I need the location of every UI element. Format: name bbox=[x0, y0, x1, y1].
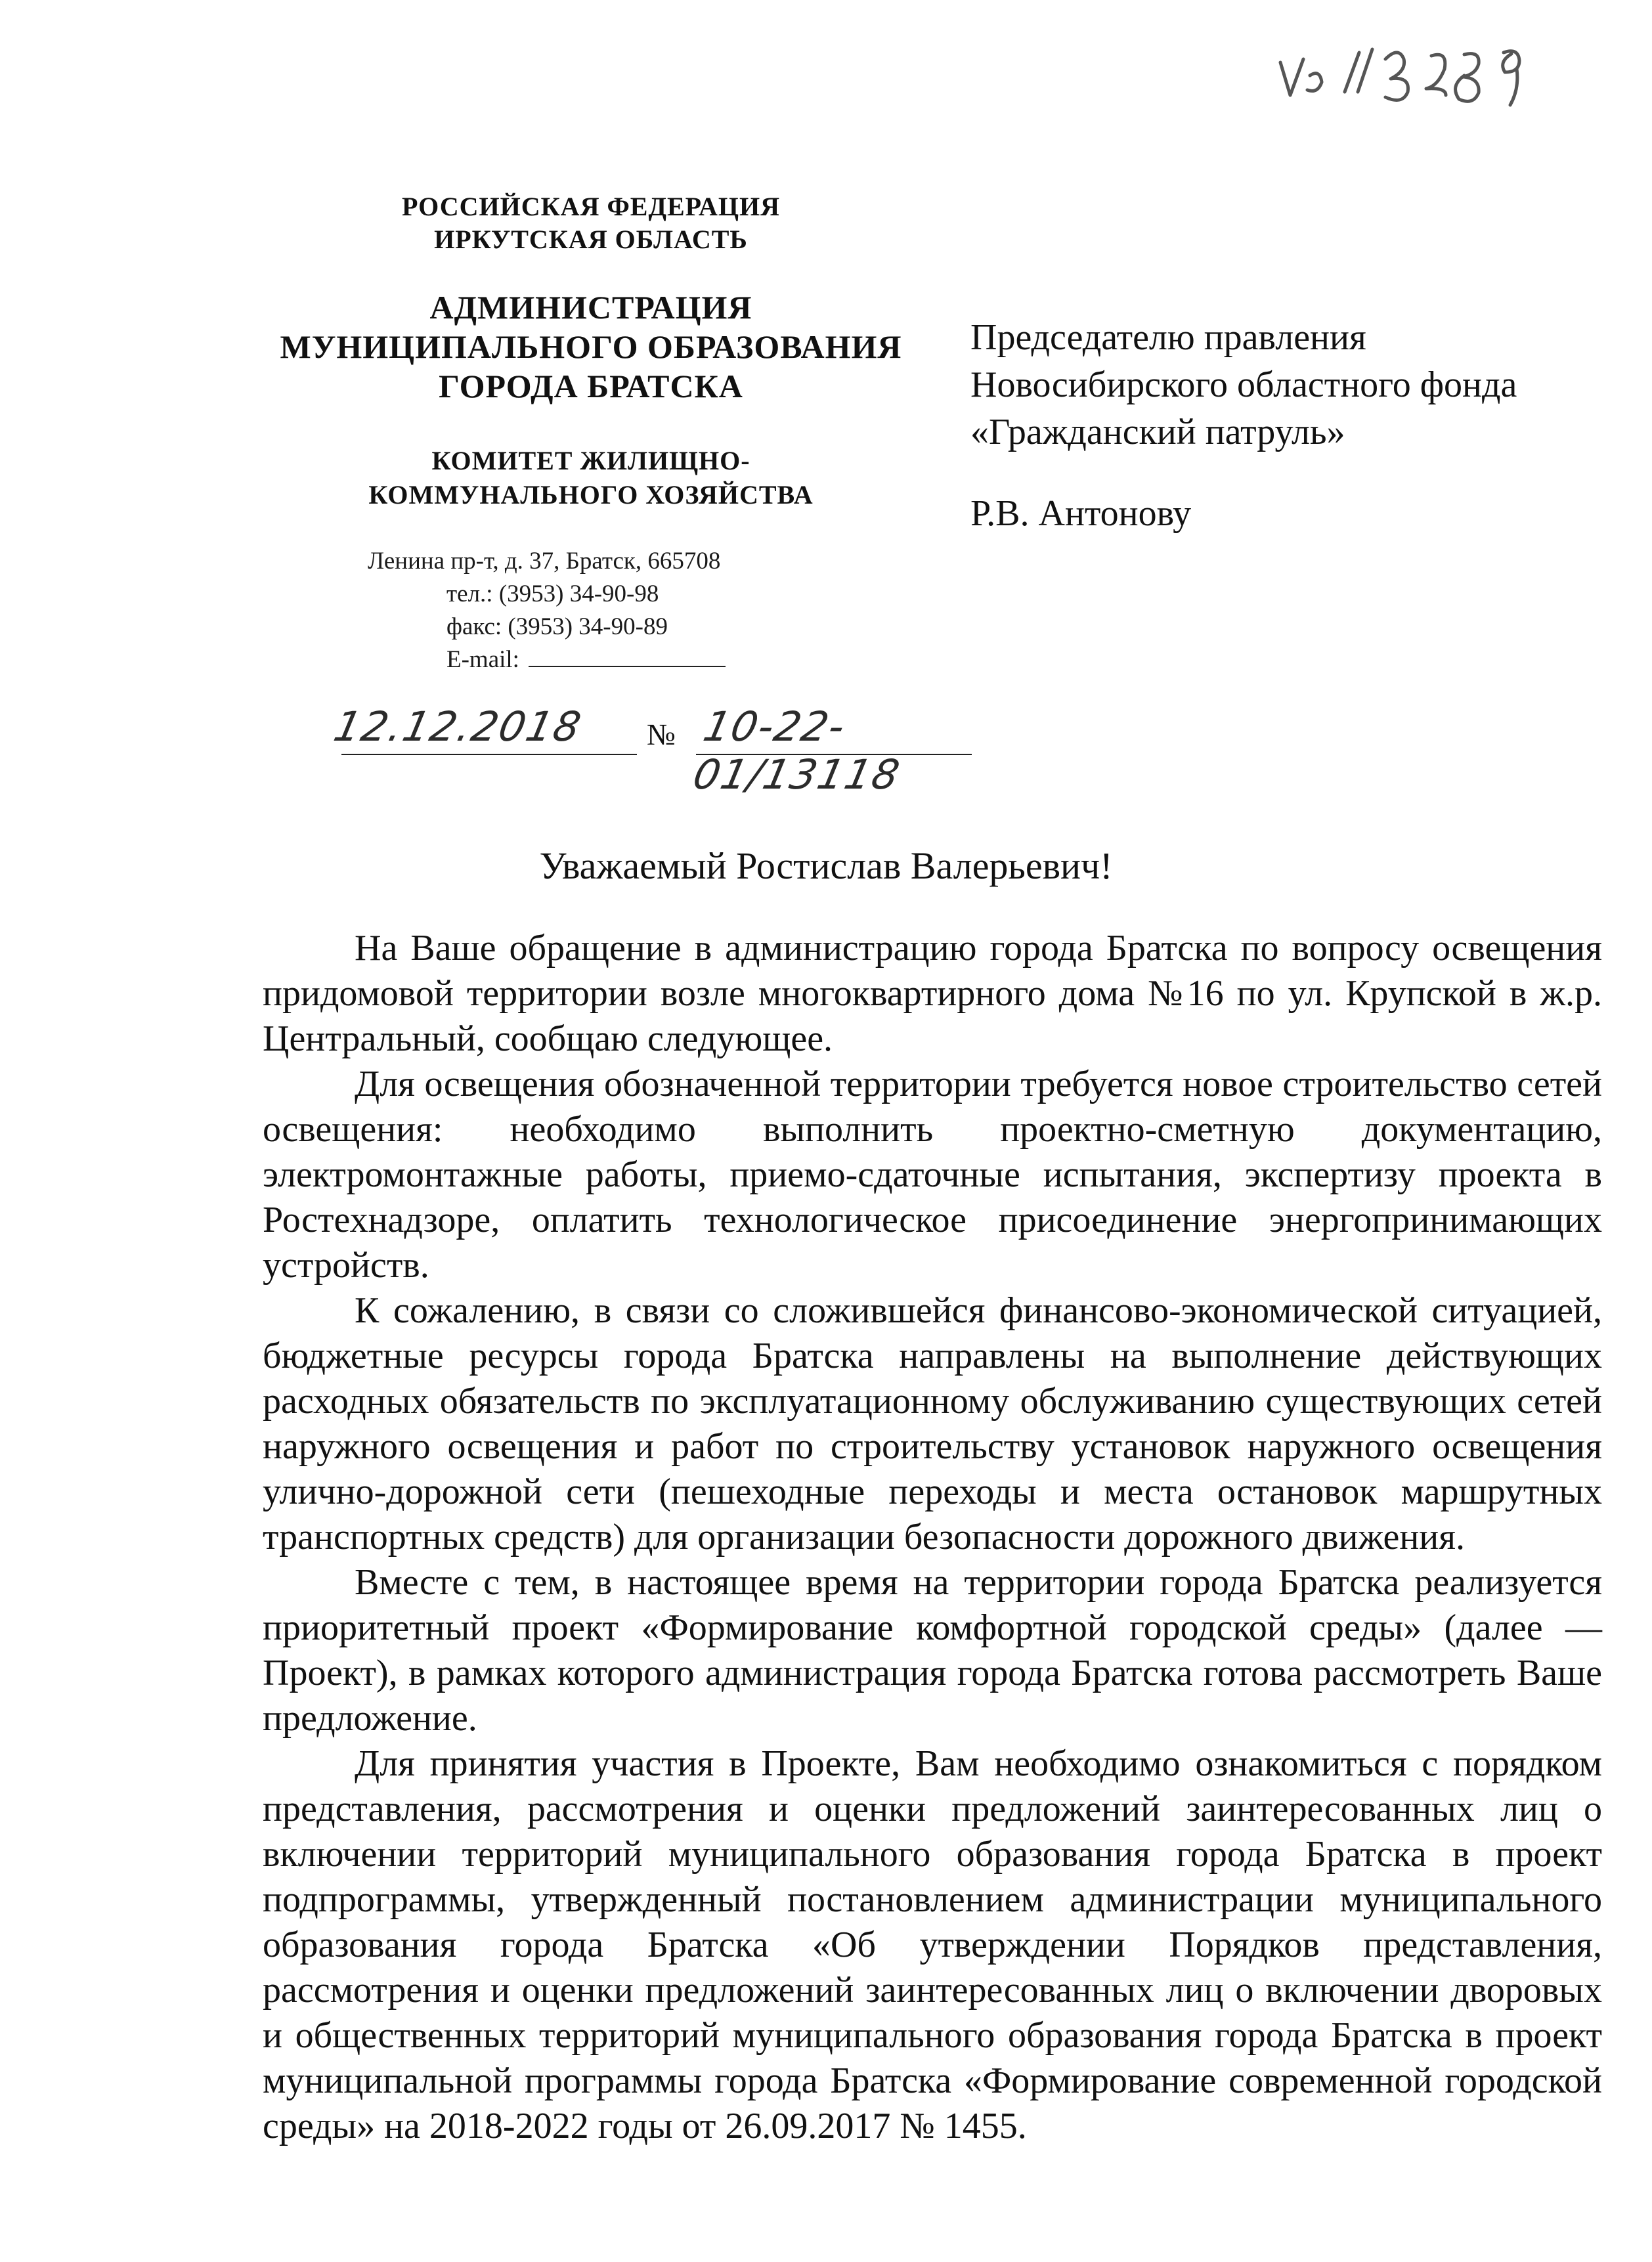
body-paragraph: Вместе с тем, в настоящее время на территории города Братска реализуется приоритетный проект «Формирование комфортной городской среды» (далее — Проект), в рамках которого администрация города Братска готова рассмотреть Ваше предложение. bbox=[263, 1562, 1602, 1739]
outgoing-date-handwritten: 12.12.2018 bbox=[330, 703, 586, 750]
body-paragraph: К сожалению, в связи со сложившейся финансово-экономической ситуацией, бюджетные ресурсы города Братска направлены на выполнение действующих расходных обязательств по эксплуатационному обслуживанию существующих сетей наружного освещения и работ по строительству установок наружного освещения улично-дорожной сети (пешеходные переходы и места остановок маршрутных транспортных средств) для организации безопасности дорожного движения. bbox=[263, 1290, 1602, 1557]
body-paragraph: На Ваше обращение в администрацию города Братска по вопросу освещения придомовой территории возле многоквартирного дома №16 по ул. Крупской в ж.р. Центральный, сообщаю следующее. bbox=[263, 928, 1602, 1059]
body-paragraph: Для принятия участия в Проекте, Вам необходимо ознакомиться с порядком представления, рассмотрения и оценки предложений заинтересованных лиц о включении территорий муниципального образования города Братска в проект подпрограммы, утвержденный постановлением администрации муниципального образования города Братска «Об утверждении Порядков представления, рассмотрения и оценки предложений заинтересованных лиц о включении дворовых и общественных территорий муниципального образования города Братска в проект муниципальной программы города Братска «Формирование современной городской среды» на 2018-2022 годы от 26.09.2017 № 1455. bbox=[263, 1743, 1602, 2146]
contact-address: Ленина пр-т, д. 37, Братск, 665708 bbox=[368, 548, 721, 575]
recipient-line3: «Гражданский патруль» bbox=[970, 412, 1345, 452]
recipient-name: Р.В. Антонову bbox=[970, 493, 1192, 534]
contact-email-label: E-mail: bbox=[446, 646, 519, 673]
contact-phone: тел.: (3953) 34-90-98 bbox=[446, 580, 659, 607]
recipient-line1: Председателю правления bbox=[970, 317, 1366, 358]
issuer-admin-line3: ГОРОДА БРАТСКА bbox=[439, 368, 743, 404]
issuer-country: РОССИЙСКАЯ ФЕДЕРАЦИЯ bbox=[401, 192, 780, 221]
issuer-admin-line2: МУНИЦИПАЛЬНОГО ОБРАЗОВАНИЯ bbox=[280, 328, 902, 365]
contact-email bbox=[368, 643, 827, 676]
issuer-admin-line1: АДМИНИСТРАЦИЯ bbox=[429, 289, 752, 326]
recipient-line2: Новосибирского областного фонда bbox=[970, 364, 1517, 405]
outgoing-number-handwritten: 10-22-01/13118 bbox=[689, 703, 905, 798]
issuer-region: ИРКУТСКАЯ ОБЛАСТЬ bbox=[434, 225, 748, 254]
email-blank-line bbox=[529, 646, 726, 667]
outgoing-number-line bbox=[696, 754, 972, 755]
recipient-block bbox=[970, 314, 1601, 537]
outgoing-registration bbox=[315, 696, 1037, 798]
issuer-contacts bbox=[368, 545, 827, 676]
salutation: Уважаемый Ростислав Валерьевич! bbox=[539, 844, 1113, 887]
outgoing-date-line bbox=[341, 754, 637, 755]
registration-handwritten-mark bbox=[1267, 30, 1543, 115]
contact-fax: факс: (3953) 34-90-89 bbox=[446, 613, 668, 640]
body-paragraph: Для освещения обозначенной территории требуется новое строительство сетей освещения: необходимо выполнить проектно-сметную документацию, электромонтажные работы, приемо-сдаточные испытания, экспертизу проекта в Ростехнадзоре, оплатить технологическое присоединение энергопринимающих устройств. bbox=[263, 1064, 1602, 1286]
registration-handwriting-drawing bbox=[1267, 30, 1543, 115]
letter-body bbox=[263, 926, 1602, 2149]
issuer-committee-line1: КОМИТЕТ ЖИЛИЩНО- bbox=[431, 446, 750, 475]
issuer-header bbox=[263, 190, 919, 512]
issuer-committee-line2: КОММУНАЛЬНОГО ХОЗЯЙСТВА bbox=[368, 480, 814, 510]
outgoing-number-label: № bbox=[647, 718, 676, 751]
